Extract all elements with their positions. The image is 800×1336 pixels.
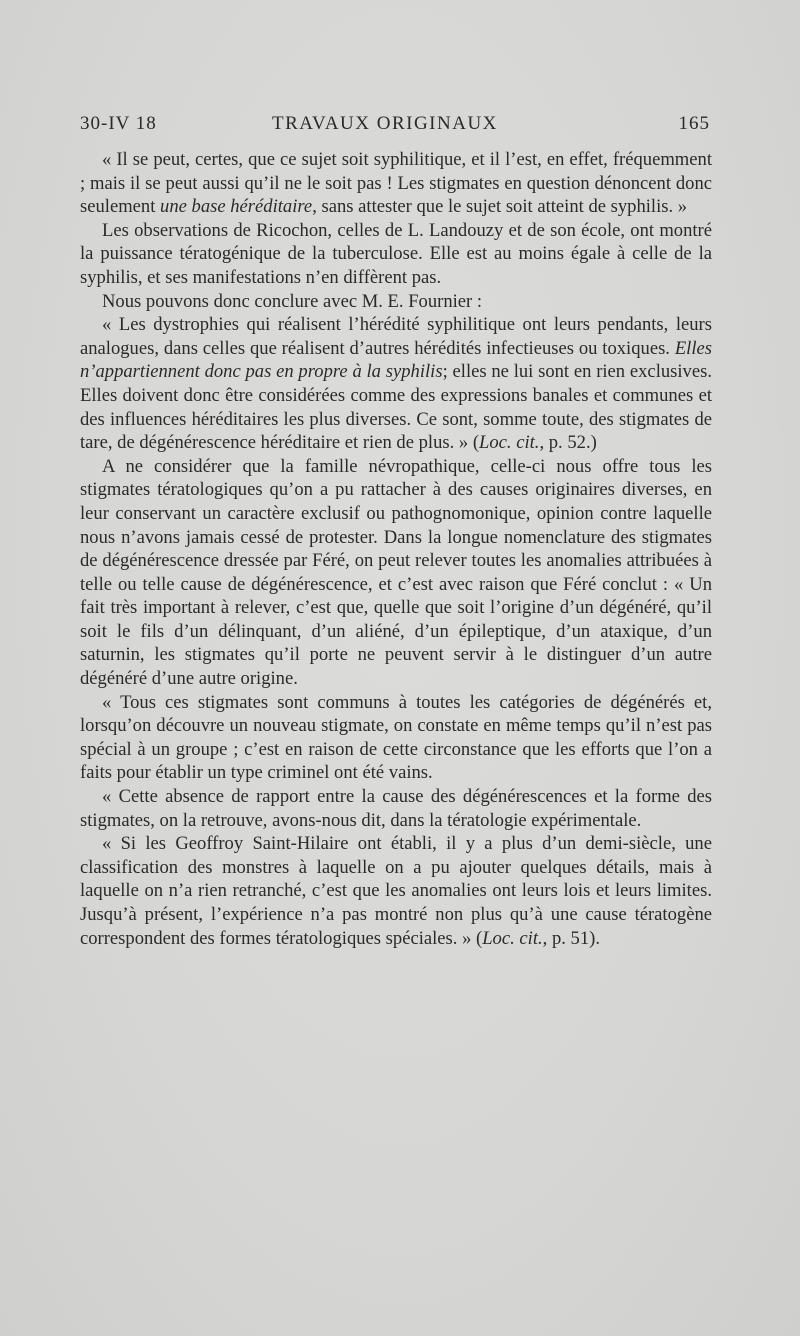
paragraph-1: « Il se peut, certes, que ce sujet soit syphilitique, et il l’est, en effet, fréquemment ; mais il se peut aussi qu’il ne le soit pas ! Les stigmates en question dénoncent donc seulement une base héréditaire, sans attester que le sujet soit atteint de syphilis. » (80, 149, 712, 218)
paragraph-4: « Les dystrophies qui réalisent l’hérédité syphilitique ont leurs pendants, leurs analogues, dans celles que réalisent d’autres hérédités infectieuses ou toxiques. Elles n’appartiennent donc pas en propre à la syphilis; elles ne lui sont en rien exclusives. Elles doivent donc être considérées comme des expressions banales et communes et des influences héréditaires les plus diverses. Ce sont, somme toute, des stigmates de tare, de dégénérescence héréditaire et rien de plus. » (Loc. cit., p. 52.) (80, 314, 712, 454)
paragraph-6: « Tous ces stigmates sont communs à toutes les catégories de dégénérés et, lorsqu’on découvre un nouveau stigmate, on constate en même temps qu’il n’est pas spécial à un groupe ; c’est en raison de cette circonstance que les efforts que l’on a faits pour établir un type criminel ont été vains. (80, 691, 712, 784)
paragraph-2: Les observations de Ricochon, celles de L. Landouzy et de son école, ont montré la puissance tératogénique de la tuberculose. Elle est au moins égale à celle de la syphilis, et ses manifestations n’en diffèrent pas. (80, 219, 712, 288)
header-date: 30-IV 18 (80, 113, 157, 134)
body-text (80, 148, 712, 950)
paragraph-7: « Cette absence de rapport entre la cause des dégénérescences et la forme des stigmates, on la retrouve, avons-nous dit, dans la tératologie expérimentale. (80, 786, 712, 831)
paragraph-8: « Si les Geoffroy Saint-Hilaire ont établi, il y a plus d’un demi-siècle, une classification des monstres à laquelle on a pu ajouter quelques détails, mais à laquelle on n’a rien retranché, c’est que les anomalies ont leurs lois et leurs limites. Jusqu’à présent, l’expérience n’a pas montré non plus qu’à une cause tératogène correspondent des formes tératologiques spéciales. » (Loc. cit., p. 51). (80, 833, 712, 949)
header-title: TRAVAUX ORIGINAUX (272, 113, 498, 134)
paragraph-5: A ne considérer que la famille névropathique, celle-ci nous offre tous les stigmates tératologiques qu’on a pu rattacher à des causes originaires diverses, en leur conservant un caractère exclusif ou pathognomonique, opinion contre laquelle nous n’avons jamais cessé de protester. Dans la longue nomenclature des stigmates de dégénérescence dressée par Féré, on peut relever toutes les anomalies attribuées à telle ou telle cause de dégénérescence, et c’est avec raison que Féré conclut : « Un fait très important à relever, c’est que, quelle que soit l’origine d’un dégénéré, qu’il soit le fils d’un délinquant, d’un aliéné, d’un épileptique, d’un ataxique, d’un saturnin, les stigmates qu’il porte ne peuvent servir à le distinguer d’un autre dégénéré d’une autre origine. (80, 455, 712, 690)
paragraph-3: Nous pouvons donc conclure avec M. E. Fournier : (102, 290, 483, 312)
running-head (80, 113, 710, 143)
page-number: 165 (678, 113, 710, 134)
